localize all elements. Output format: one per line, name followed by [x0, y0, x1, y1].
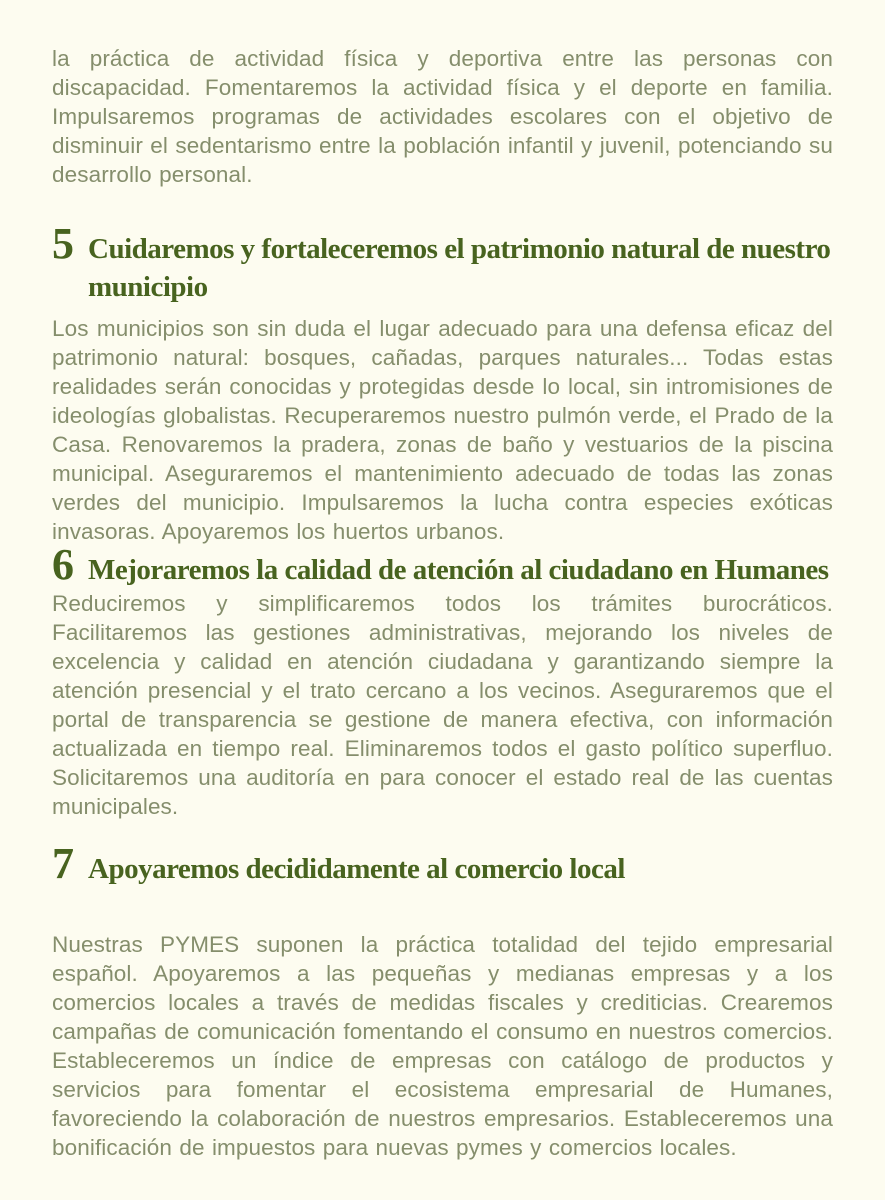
section-5-heading: [52, 219, 833, 306]
section-7-number: 7: [52, 839, 73, 888]
section-6-body: Reduciremos y simplificaremos todos los trámites burocráticos. Facilitaremos las gestiones administrativas, mejorando los niveles de excelencia y calidad en atención ciudadana y garantizando siempre la atención presencial y el trato cercano a los vecinos. Aseguraremos que el portal de transparencia se gestione de manera efectiva, con información actualizada en tiempo real. Eliminaremos todos el gasto político superfluo. Solicitaremos una auditoría en para conocer el estado real de las cuentas municipales.: [52, 591, 833, 819]
section-7-body: Nuestras PYMES suponen la práctica totalidad del tejido empresarial español. Apoyaremos a las pequeñas y medianas empresas y a los comercios locales a través de medidas fiscales y crediticias. Crearemos campañas de comunicación fomentando el consumo en nuestros comercios. Estableceremos un índice de empresas con catálogo de productos y servicios para fomentar el ecosistema empresarial de Humanes, favoreciendo la colaboración de nuestros empresarios. Estableceremos una bonificación de impuestos para nuevas pymes y comercios locales.: [52, 932, 833, 1160]
section-5-body: Los municipios son sin duda el lugar adecuado para una defensa eficaz del patrimonio natural: bosques, cañadas, parques naturales... Todas estas realidades serán conocidas y protegidas desde lo local, sin intromisiones de ideologías globalistas. Recuperaremos nuestro pulmón verde, el Prado de la Casa. Renovaremos la pradera, zonas de baño y vestuarios de la piscina municipal. Aseguraremos el mantenimiento adecuado de todas las zonas verdes del municipio. Impulsaremos la lucha contra especies exóticas invasoras. Apoyaremos los huertos urbanos.: [52, 316, 833, 544]
section-5: [52, 219, 833, 546]
section-5-number: 5: [52, 219, 73, 268]
section-7-title: Apoyaremos decididamente al comercio local: [88, 853, 625, 885]
section-6-heading: [52, 540, 833, 589]
section-7: [52, 839, 833, 1162]
section-7-heading: [52, 839, 833, 888]
section-5-title: Cuidaremos y fortaleceremos el patrimonio natural de nuestro municipio: [88, 233, 831, 303]
section-6-number: 6: [52, 540, 73, 589]
section-6: [52, 540, 833, 821]
section-6-title: Mejoraremos la calidad de atención al ciudadano en Humanes: [88, 554, 829, 586]
intro-paragraph: la práctica de actividad física y deportiva entre las personas con discapacidad. Fomentaremos la actividad física y el deporte en familia. Impulsaremos programas de actividades escolares con el objetivo de disminuir el sedentarismo entre la población infantil y juvenil, potenciando su desarrollo personal.: [52, 46, 833, 187]
